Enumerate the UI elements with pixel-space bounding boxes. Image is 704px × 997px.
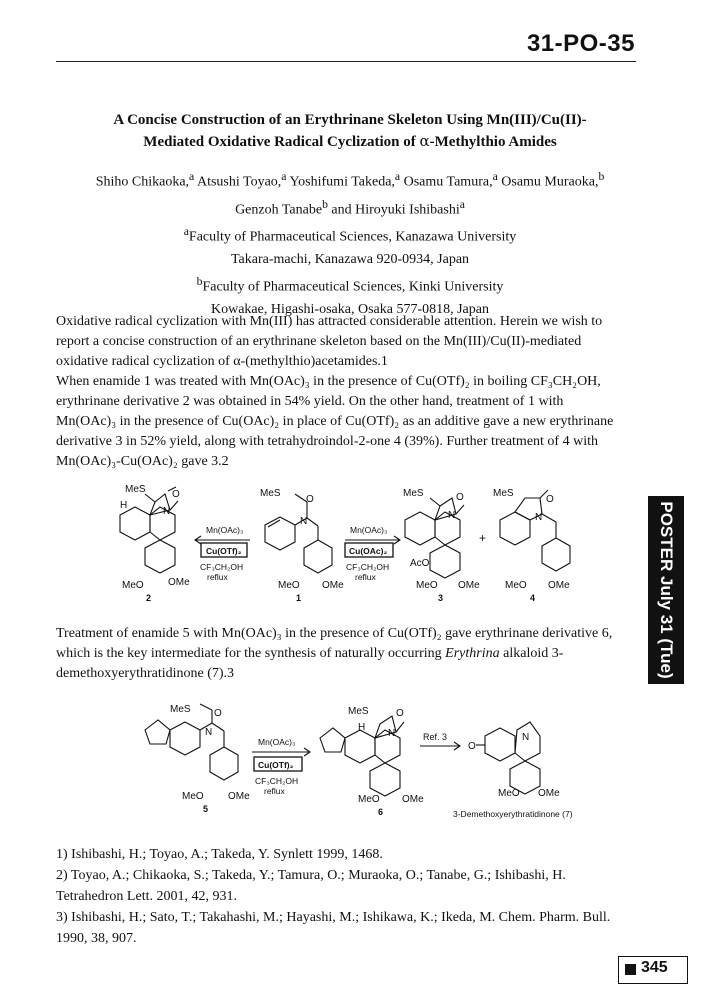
text-line: Mn(OAc)₃-Cu(OAc)₂ gave 3.2 [56,454,229,469]
text-line: erythrinane derivative 2 was obtained in 54% yield. On the other hand, treatment of 1 with [56,394,564,409]
author-line-1: Shiho Chikaoka,$^a$ Atsushi Toyao,$^a$ Yoshifumi Takeda,$^a$ Osamu Tamura,$^a$ Osamu Muraoka,$^b$ [95,170,605,190]
mes-label: MeS [493,488,514,499]
additive-label: Cu(OTf)₂ [258,760,294,770]
hydrogen-label: H [358,722,366,733]
reaction-scheme-1 [100,480,620,610]
compound-label-7: 3-Demethoxyerythratidinone (7) [453,809,573,819]
methoxy-label: MeO [122,580,144,591]
mes-label: MeS [170,704,191,715]
paragraph-synthesis [56,624,640,684]
condition-label: reflux [207,572,228,582]
square-marker-icon [625,964,636,975]
oxygen-label: O [214,708,222,719]
mes-label: MeS [125,484,146,495]
methoxy-label: MeO [505,580,527,591]
compound-label-6: 6 [378,807,384,817]
page-number: 345 [641,959,668,976]
compound-5-structure [145,704,238,780]
nitrogen-label: N [300,516,308,527]
text-line: Treatment of enamide 5 with Mn(OAc)₃ in the presence of Cu(OTf)₂ gave erythrinane derivative 6, [56,626,613,641]
methoxy-label: OMe [538,788,560,799]
title-line-2: Mediated Oxidative Radical Cyclization of α-Methylthio Amides [143,132,557,150]
mes-label: MeS [403,488,424,499]
compound-label-1: 1 [296,593,302,603]
poster-date-tab [648,496,684,684]
text-line: Oxidative radical cyclization with Mn(III) has attracted considerable attention. Herein we wish to [56,314,603,329]
additive-label: Cu(OTf)₂ [206,546,242,556]
compound-4-structure [500,490,570,571]
reference-3: 3) Ishibashi, H.; Sato, T.; Takahashi, M.; Hayashi, M.; Ishikawa, K.; Ikeda, M. Chem. Pharm. Bull. [56,910,611,925]
oxygen-label: O [456,492,464,503]
methoxy-label: OMe [402,794,424,805]
nitrogen-label: N [535,512,543,523]
condition-label: reflux [264,786,285,796]
authors-block [60,166,640,321]
title-line-1: A Concise Construction of an Erythrinane Skeleton Using Mn(III)/Cu(II)- [113,112,587,128]
mes-label: MeS [260,488,281,499]
text-line: which is the key intermediate for the synthesis of naturally occurring Erythrina alkaloid 3- [56,646,564,661]
methoxy-label: MeO [182,791,204,802]
affiliation-b-address: Kowakae, Higashi-osaka, Osaka 577-0818, Japan [211,301,489,317]
reference-2: 2) Toyao, A.; Chikaoka, S.; Takeda, Y.; Tamura, O.; Muraoka, O.; Tanabe, G.; Ishibashi, H. [56,868,566,883]
nitrogen-label: N [448,510,456,521]
condition-label: reflux [355,572,376,582]
paragraph-intro [56,312,640,372]
compound-label-3: 3 [438,593,444,603]
methoxy-label: OMe [322,580,344,591]
compound-label-4: 4 [530,593,536,603]
compound-7-structure [476,722,540,794]
compound-1-structure [265,494,332,573]
methoxy-label: OMe [548,580,570,591]
text-line: Mn(OAc)₃ in the presence of Cu(OAc)₂ in place of Cu(OTf)₂ as an additive gave a new erythrinane [56,414,614,429]
hydrogen-label: H [120,500,128,511]
oxygen-label: O [546,494,554,505]
methoxy-label: OMe [168,577,190,588]
text-line: When enamide 1 was treated with Mn(OAc)₃ in the presence of Cu(OTf)₂ in boiling CF₃CH₂OH, [56,374,601,389]
reagent-label: Mn(OAc)₃ [350,525,388,535]
paragraph-results [56,372,640,472]
references [56,844,646,949]
additive-label: Cu(OAc)₂ [349,546,388,556]
compound-label-2: 2 [146,593,152,603]
methoxy-label: MeO [358,794,380,805]
reference-1: 1) Ishibashi, H.; Toyao, A.; Takeda, Y. Synlett 1999, 1468. [56,847,383,862]
oxygen-label: O [172,489,180,500]
header-rule [56,61,636,62]
poster-date-label: POSTER July 31 (Tue) [657,501,676,679]
text-line: oxidative radical cyclization of α-(methylthio)acetamides.1 [56,354,388,369]
text-line: report a concise construction of an erythrinane skeleton based on the Mn(III)/Cu(II)-mediated [56,334,582,349]
acetoxy-label: AcO [410,558,430,569]
affiliation-a: $^a$Faculty of Pharmaceutical Sciences, Kanazawa University [183,225,517,245]
reaction-scheme-2 [140,700,610,825]
methoxy-label: MeO [278,580,300,591]
text-line: derivative 3 in 52% yield, along with tetrahydroindol-2-one 4 (39%). Further treatment of 4 with [56,434,598,449]
oxygen-label: O [306,494,314,505]
methoxy-label: MeO [416,580,438,591]
nitrogen-label: N [388,728,396,739]
methoxy-label: MeO [498,788,520,799]
reference-2-cont: Tetrahedron Lett. 2001, 42, 931. [56,889,237,904]
reagent-label: Mn(OAc)₃ [258,737,296,747]
solvent-label: CF₃CH₂OH [200,562,244,572]
reagent-label: Mn(OAc)₃ [206,525,244,535]
compound-label-5: 5 [203,804,209,814]
compound-2-structure [120,487,178,573]
methoxy-label: OMe [228,791,250,802]
nitrogen-label: N [205,727,213,738]
affiliation-b: $^b$Faculty of Pharmaceutical Sciences, Kinki University [196,274,504,295]
oxygen-label: O [396,708,404,719]
reference-label: Ref. 3 [423,732,448,742]
plus-sign: + [479,531,487,545]
nitrogen-label: N [522,732,530,743]
reference-3-cont: 1990, 38, 907. [56,931,137,946]
affiliation-a-address: Takara-machi, Kanazawa 920-0934, Japan [230,251,470,267]
text-line: demethoxyerythratidinone (7).3 [56,666,235,681]
methoxy-label: OMe [458,580,480,591]
solvent-label: CF₃CH₂OH [255,776,299,786]
page-number-box [618,956,688,984]
nitrogen-label: N [163,506,171,517]
paper-title [60,110,640,153]
poster-code: 31-PO-35 [526,30,635,57]
solvent-label: CF₃CH₂OH [346,562,390,572]
oxygen-label: O [468,741,476,752]
author-line-2: Genzoh Tanabe$^b$ and Hiroyuki Ishibashi$^a$ [235,197,465,218]
mes-label: MeS [348,706,369,717]
